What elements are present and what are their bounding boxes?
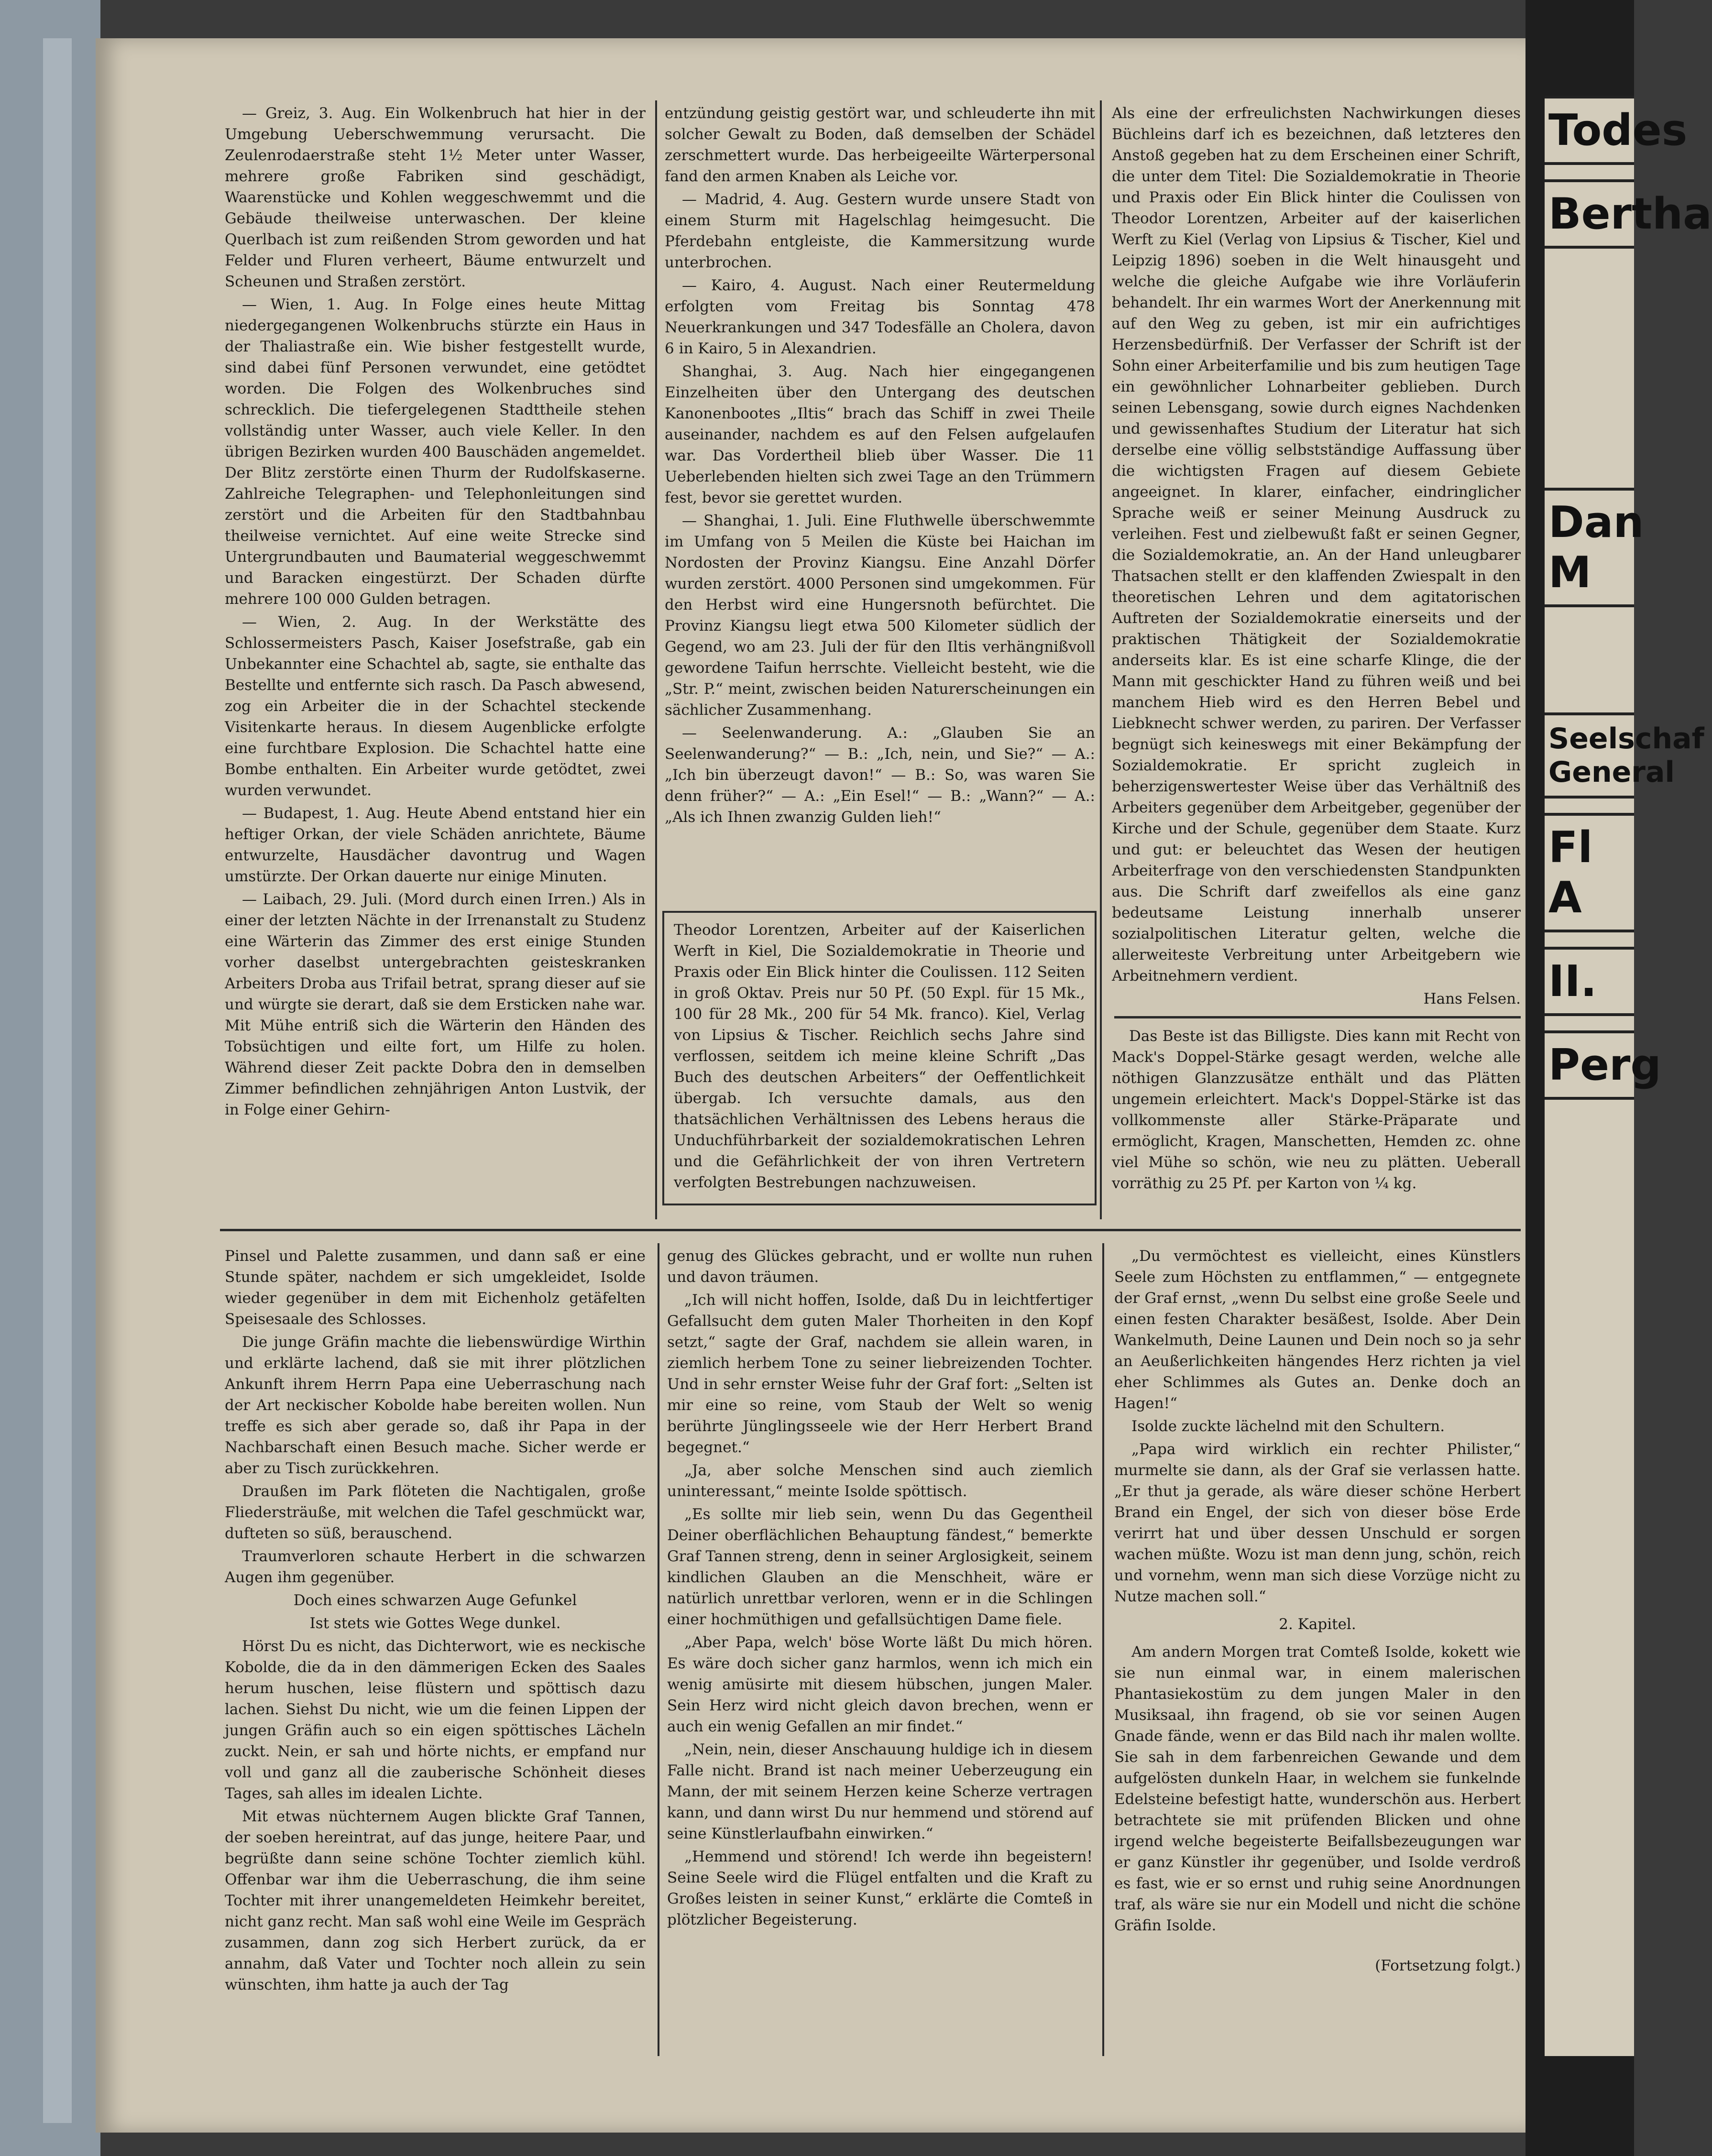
column-rule <box>658 1243 659 2056</box>
story-paragraph: Isolde zuckte lächelnd mit den Schultern. <box>1131 1418 1445 1435</box>
story-paragraph: Hörst Du es nicht, das Dichterwort, wie es neckische Kobolde, die da in den dämmerigen Ecken des Saales herum huschen, leise flüstern und spöttisch dazu lachen. Siehst Du nicht, wie um die feinen Lippen der jungen Gräfin auch so ein eigen spöttisches Lächeln zuckt. Nein, er sah und hörte nichts, er empfand nur voll und ganz all die zauberische Schönheit dieses Tages, sah alles im idealen Lichte. <box>225 1638 646 1802</box>
ad-block: Todes <box>1545 96 1634 165</box>
feuilleton-rule <box>220 1229 1521 1231</box>
news-item: — Laibach, 29. Juli. (Mord durch einen Irren.) Als in einer der letzten Nächte in der Irrenanstalt zu Studenz eine Wärterin das Zimmer des erst einige Stunden vorher daselbst untergebrachten geisteskranken Arbeiters Droba aus Trifail betrat, sprang dieser auf sie und würgte sie derart, daß sie dem Ersticken nahe war. Mit Mühe entriß sich die Wärterin den Händen des Tobsüchtigen und eilte fort, um Hilfe zu holen. Während dieser Zeit packte Dobra den in demselben Zimmer befindlichen zehnjährigen Anton Lustvik, der in Folge einer Gehirn- <box>225 891 646 1118</box>
review-text: Als eine der erfreulichsten Nachwirkungen dieses Büchleins darf ich es bezeichnen, daß letzteres den Anstoß gegeben hat zu dem Erscheinen einer Schrift, die unter dem Titel: Die Sozialdemokratie in Theorie und Praxis oder Ein Blick hinter die Coulissen von Theodor Lorentzen, Arbeiter auf der kaiserlichen Werft zu Kiel (Verlag von Lipsius & Tischer, Kiel und Leipzig 1896) soeben in die Welt hinausgeht und welche die gleiche Aufgabe wie ihre Vorläuferin behandelt. Ihr ein warmes Wort der Anerkennung mit auf den Weg zu geben, ist mir ein aufrichtiges Herzensbedürfniß. Der Verfasser der Schrift ist der Sohn einer Arbeiterfamilie und bis zum heutigen Tage ein gewöhnlicher Lohnarbeiter geblieben. Durch seinen Lebensgang, sowie durch eignes Nachdenken und gewissenhaftes Studium der Literatur hat sich derselbe eine völlig selbstständige Auffassung über die wichtigsten Fragen auf diesem Gebiete angeeignet. In klarer, einfacher, eindringlicher Sprache weiß er seiner Meinung Ausdruck zu verleihen. Fest und zielbewußt faßt er seinen Gegner, die Sozialdemokratie, an. An der Hand unleugbarer Thatsachen stellt er den klaffenden Zwiespalt in den theoretischen Lehren und dem agitatorischen Auftreten der Sozialdemokratie einerseits und der praktischen Thätigkeit der Sozialdemokratie anderseits klar. Es ist eine scharfe Klinge, die der Mann mit geschickter Hand zu führen weiß und bei manchem Hieb wird es den Herren Bebel und Liebknecht schwer werden, zu pariren. Der Verfasser begnügt sich keineswegs mit einer Bekämpfung der Sozialdemokratie. Er spricht zugleich in beherzigenswertester Weise über das Verhältniß des Arbeiters gegenüber dem Arbeitgeber, gegenüber der Kirche und der Schule, gegenüber dem Staate. Kurz und gut: er beleuchtet das Wesen der heutigen Arbeiterfrage von den verschiedensten Standpunkten aus. Die Schrift darf zweifellos als eine ganz bedeutsame Leistung innerhalb unserer sozialpolitischen Literatur gelten, welche die allerweiteste Verbreitung unter Arbeitgebern wie Arbeitnehmern verdient. <box>1112 105 1521 985</box>
ad-block: II. <box>1545 947 1634 1016</box>
story-paragraph: Am andern Morgen trat Comteß Isolde, kokett wie sie nun einmal war, in einem malerischen Phantasiekostüm zu dem jungen Maler in den Musiksaal, ihn fragend, ob sie vor seinen Augen Gnade fände, wenn er das Bild nach ihr malen wollte. Sie sah in dem farbenreichen Gewande und dem aufgelösten dunkeln Haar, in welchem sie funkelnde Edelsteine befestigt hatte, wunderschön aus. Herbert betrachtete sie mit prüfenden Blicken und ohne irgend welche begeisterte Beifallsbezeugungen war er ganz Künstler ihr gegenüber, und Isolde verdroß es fast, wie er so ernst und ruhig seine Anordnungen traf, als wäre sie nur ein Modell und nicht die schöne Gräfin Isolde. <box>1114 1643 1521 1934</box>
news-item: — Shanghai, 1. Juli. Eine Fluthwelle überschwemmte im Umfang von 5 Meilen die Küste bei Haichan im Nordosten der Provinz Kiangsu. Eine Anzahl Dörfer wurden zerstört. 4000 Personen sind umgekommen. Für den Herbst wird eine Hungersnoth befürchtet. Die Provinz Kiangsu liegt etwa 500 Kilometer südlich der Gegend, wo am 23. Juli der für den Iltis verhängnißvoll gewordene Taifun herrschte. Vielleicht besteht, wie die „Str. P.“ meint, zwischen beiden Naturerscheinungen ein sächlicher Zusammenhang. <box>665 512 1095 719</box>
story-column-2 <box>667 1246 1093 2054</box>
section-rule <box>1114 1016 1521 1018</box>
ad-block: Perg <box>1545 1030 1634 1100</box>
news-item: — Greiz, 3. Aug. Ein Wolkenbruch hat hier in der Umgebung Ueberschwemmung verursacht. Die Zeulenrodaerstraße steht 1½ Meter unter Wasser, mehrere große Fabriken sind geschädigt, Waarenstücke und Kohlen weggeschwemmt und die Gebäude theilweise unterwaschen. Der kleine Querlbach ist zum reißenden Strom geworden und hat Felder und Fluren verheert, Bäume entwurzelt und Scheunen und Straßen zerstört. <box>225 105 646 290</box>
review-signature: Hans Felsen. <box>1423 990 1521 1007</box>
story-paragraph: „Hemmend und störend! Ich werde ihn begeistern! Seine Seele wird die Flügel entfalten und die Kraft zu Großes leisten in seiner Kunst,“ erklärte die Comteß in plötzlicher Begeisterung. <box>667 1848 1093 1928</box>
column-rule <box>1102 1243 1104 2056</box>
story-paragraph: „Nein, nein, dieser Anschauung huldige ich in diesem Falle nicht. Brand ist nach meiner Ueberzeugung ein Mann, der mit seinem Herzen keine Scherze vertragen kann, und dann wirst Du nur hemmend und störend auf seine Künstlerlaufbahn einwirken.“ <box>667 1741 1093 1842</box>
book-binding <box>0 0 100 2156</box>
verse-line: Doch eines schwarzen Auge Gefunkel <box>293 1592 577 1609</box>
news-item: — Wien, 1. Aug. In Folge eines heute Mittag niedergegangenen Wolkenbruchs stürzte ein Haus in der Thaliastraße ein. Wie bisher festgestellt wurde, sind dabei fünf Personen verwundet, eine getödtet worden. Die Folgen des Wolkenbruches sind schrecklich. Die tiefergelegenen Stadttheile stehen vollständig unter Wasser, auch viele Keller. In den übrigen Bezirken wurden 400 Bauschäden angemeldet. Der Blitz zerstörte einen Thurm der Rudolfskaserne. Zahlreiche Telegraphen- und Telephonleitungen sind zerstört und die Arbeiten für den Stadtbahnbau theilweise vernichtet. Auf eine weite Strecke sind Untergrundbauten und Baumaterial weggeschwemmt und Baracken eingestürzt. Der Schaden dürfte mehrere 100 000 Gulden betragen. <box>225 296 646 608</box>
story-paragraph: „Es sollte mir lieb sein, wenn Du das Gegentheil Deiner oberflächlichen Behauptung fändest,“ bemerkte Graf Tannen streng, denn in seiner Arglosigkeit, seinem kindlichen Glauben an die Menschheit, wäre er natürlich unrettbar verloren, wenn er in die Schlingen einer hochmüthigen und gefallsüchtigen Dame fiele. <box>667 1506 1093 1628</box>
verse-line: Ist stets wie Gottes Wege dunkel. <box>309 1615 561 1632</box>
news-column-3 <box>1112 103 1521 1007</box>
story-paragraph: „Ja, aber solche Menschen sind auch ziemlich uninteressant,“ meinte Isolde spöttisch. <box>667 1462 1093 1500</box>
ad-text: Das Beste ist das Billigste. Dies kann mit Recht von Mack's Doppel-Stärke gesagt werden, welche alle nöthigen Glanzzusätze enthält und das Plätten ungemein erleichtert. Mack's Doppel-Stärke ist das vollkommenste aller Stärke-Präparate und ermöglicht, Kragen, Manschetten, Hemden zc. ohne viel Mühe so schön, wie neu zu plätten. Ueberall vorräthig zu 25 Pf. per Karton von ¼ kg. <box>1112 1028 1521 1192</box>
story-paragraph: Die junge Gräfin machte die liebenswürdige Wirthin und erklärte lachend, daß sie mit ihrer plötzlichen Ankunft ihrem Herrn Papa eine Ueberraschung nach der Art neckischer Kobolde habe bereiten wollen. Nun treffe es sich aber gerade so, daß ihr Papa in der Nachbarschaft einen Besuch mache. Sicher werde er aber zu Tisch zurückkehren. <box>225 1334 646 1477</box>
ad-block: Dan M <box>1545 488 1634 607</box>
story-paragraph: Pinsel und Palette zusammen, und dann saß er eine Stunde später, nachdem er sich umgekleidet, Isolde wieder gegenüber in dem mit Eichenholz getäfelten Speisesaale des Schlosses. <box>225 1248 646 1328</box>
starch-advertisement <box>1112 1026 1521 1217</box>
story-paragraph: Draußen im Park flöteten die Nachtigalen, große Fliedersträuße, mit welchen die Tafel geschmückt war, dufteten so süß, berauschend. <box>225 1483 646 1542</box>
story-paragraph: „Papa wird wirklich ein rechter Philister,“ murmelte sie dann, als der Graf sie verlassen hatte. „Er thut ja gerade, als wäre dieser schöne Herbert Brand ein Engel, der sich von dieser böse Erde verirrt hat und über dessen Unschuld er sorgen wachen müßte. Wozu ist man denn jung, schön, reich und vornehm, wenn man sich diese Vorzüge nicht zu Nutze machen soll.“ <box>1114 1441 1521 1605</box>
news-column-2 <box>665 103 1095 897</box>
book-review-text: Theodor Lorentzen, Arbeiter auf der Kaiserlichen Werft in Kiel, Die Sozialdemokratie in Theorie und Praxis oder Ein Blick hinter die Coulissen. 112 Seiten in groß Oktav. Preis nur 50 Pf. (50 Expl. für 15 Mk., 100 für 28 Mk., 200 für 54 Mk. franco). Kiel, Verlag von Lipsius & Tischer. Reichlich sechs Jahre sind verflossen, seitdem ich meine kleine Schrift „Das Buch des deutschen Arbeiters“ der Oeffentlichkeit übergab. Ich versuchte damals, aus den thatsächlichen Verhältnissen des Lebens heraus die Unduchführbarkeit der sozialdemokratischen Lehren und die Gefährlichkeit der von ihren Vertretern verfolgten Bestrebungen nachzuweisen. <box>674 921 1085 1191</box>
news-item: entzündung geistig gestört war, und schleuderte ihn mit solcher Gewalt zu Boden, daß demselben der Schädel zerschmettert wurde. Das herbeigeeilte Wärterpersonal fand den armen Knaben als Leiche vor. <box>665 105 1095 185</box>
story-paragraph: Mit etwas nüchternem Augen blickte Graf Tannen, der soeben hereintrat, auf das junge, heitere Paar, und begrüßte dann seine schöne Tochter ziemlich kühl. Offenbar war ihm die Ueberraschung, die ihm seine Tochter mit ihrer unangemeldeten Heimkehr bereitet, nicht ganz recht. Man saß wohl eine Weile im Gespräch zusammen, dann zog sich Herbert zurück, da er annahm, daß Vater und Tochter noch allein zu sein wünschten, ihm hatte ja auch der Tag <box>225 1808 646 1993</box>
chapter-heading: 2. Kapitel. <box>1279 1616 1356 1633</box>
news-item: — Madrid, 4. Aug. Gestern wurde unsere Stadt von einem Sturm mit Hagelschlag heimgesucht. Die Pferdebahn entgleiste, die Kammersitzung wurde unterbrochen. <box>665 191 1095 271</box>
story-paragraph: „Ich will nicht hoffen, Isolde, daß Du in leichtfertiger Gefallsucht dem guten Maler Thorheiten in den Kopf setzt,“ sagte der Graf, nachdem sie allein waren, in ziemlich herbem Tone zu seiner liebreizenden Tochter. Und in sehr ernster Weise fuhr der Graf fort: „Selten ist mir eine so reine, vom Staub der Welt so wenig berührte Jünglingsseele wie der Herr Herbert Brand begegnet.“ <box>667 1291 1093 1456</box>
news-item: Shanghai, 3. Aug. Nach hier eingegangenen Einzelheiten über den Untergang des deutschen Kanonenbootes „Iltis“ brach das Schiff in zwei Theile auseinander, nachdem es auf den Felsen aufgelaufen war. Das Vordertheil blieb über Wasser. Die 11 Ueberlebenden hielten sich zwei Tage an den Trümmern fest, bevor sie gerettet wurden. <box>665 363 1095 506</box>
story-paragraph: „Aber Papa, welch' böse Worte läßt Du mich hören. Es wäre doch sicher ganz harmlos, wenn ich mich ein wenig amüsirte mit diesem hübschen, jungen Maler. Sein Herz wird nicht gleich davon brechen, wenn er auch ein wenig Gefallen an mir findet.“ <box>667 1634 1093 1735</box>
story-column-1 <box>225 1246 646 2054</box>
news-item: — Wien, 2. Aug. In der Werkstätte des Schlossermeisters Pasch, Kaiser Josefstraße, gab ein Unbekannter eine Schachtel ab, sagte, sie enthalte das Bestellte und entfernte sich rasch. Da Pasch abwesend, zog ein Arbeiter die in der Schachtel steckende Visitenkarte heraus. In diesem Augenblicke erfolgte eine furchtbare Explosion. Die Schachtel hatte eine Bombe enthalten. Ein Arbeiter wurde getödtet, zwei wurden verwundet. <box>225 613 646 799</box>
binding-spine <box>43 38 72 2123</box>
to-be-continued: (Fortsetzung folgt.) <box>1375 1957 1521 1974</box>
news-item: — Kairo, 4. August. Nach einer Reutermeldung erfolgten vom Freitag bis Sonntag 478 Neuerkrankungen und 347 Todesfälle an Cholera, davon 6 in Kairo, 5 in Alexandrien. <box>665 277 1095 357</box>
story-paragraph: genug des Glückes gebracht, und er wollte nun ruhen und davon träumen. <box>667 1248 1093 1286</box>
ad-block: Bertha <box>1545 179 1634 249</box>
ad-block: Seelschaf General <box>1545 712 1634 799</box>
story-column-3 <box>1114 1246 1521 2054</box>
column-rule <box>655 100 657 1219</box>
facing-page-ads <box>1545 96 1712 2056</box>
news-column-1 <box>225 103 646 1217</box>
story-paragraph: „Du vermöchtest es vielleicht, eines Künstlers Seele zum Höchsten zu entflammen,“ — entgegnete der Graf ernst, „wenn Du selbst eine große Seele und einen festen Charakter besäßest, Isolde. Aber Dein Wankelmuth, Deine Launen und Dein noch so ja sehr an Aeußerlichkeiten hängendes Herz richten ja viel eher Schlimmes als Gutes an. Denke doch an Hagen!“ <box>1114 1248 1521 1412</box>
news-item: — Budapest, 1. Aug. Heute Abend entstand hier ein heftiger Orkan, der viele Schäden anrichtete, Bäume entwurzelte, Hausdächer davontrug und Wagen umstürzte. Der Orkan dauerte nur einige Minuten. <box>225 805 646 885</box>
news-item: — Seelenwanderung. A.: „Glauben Sie an Seelenwanderung?“ — B.: „Ich, nein, und Sie?“ — A.: „Ich bin überzeugt davon!“ — B.: So, was waren Sie denn früher?“ — A.: „Ein Esel!“ — B.: „Wann?“ — A.: „Als ich Ihnen zwanzig Gulden lieh!“ <box>665 724 1095 826</box>
book-review-box <box>662 911 1097 1205</box>
ad-block: Fl A <box>1545 813 1634 932</box>
column-rule <box>1100 100 1102 1219</box>
story-paragraph: Traumverloren schaute Herbert in die schwarzen Augen ihm gegenüber. <box>225 1548 646 1586</box>
